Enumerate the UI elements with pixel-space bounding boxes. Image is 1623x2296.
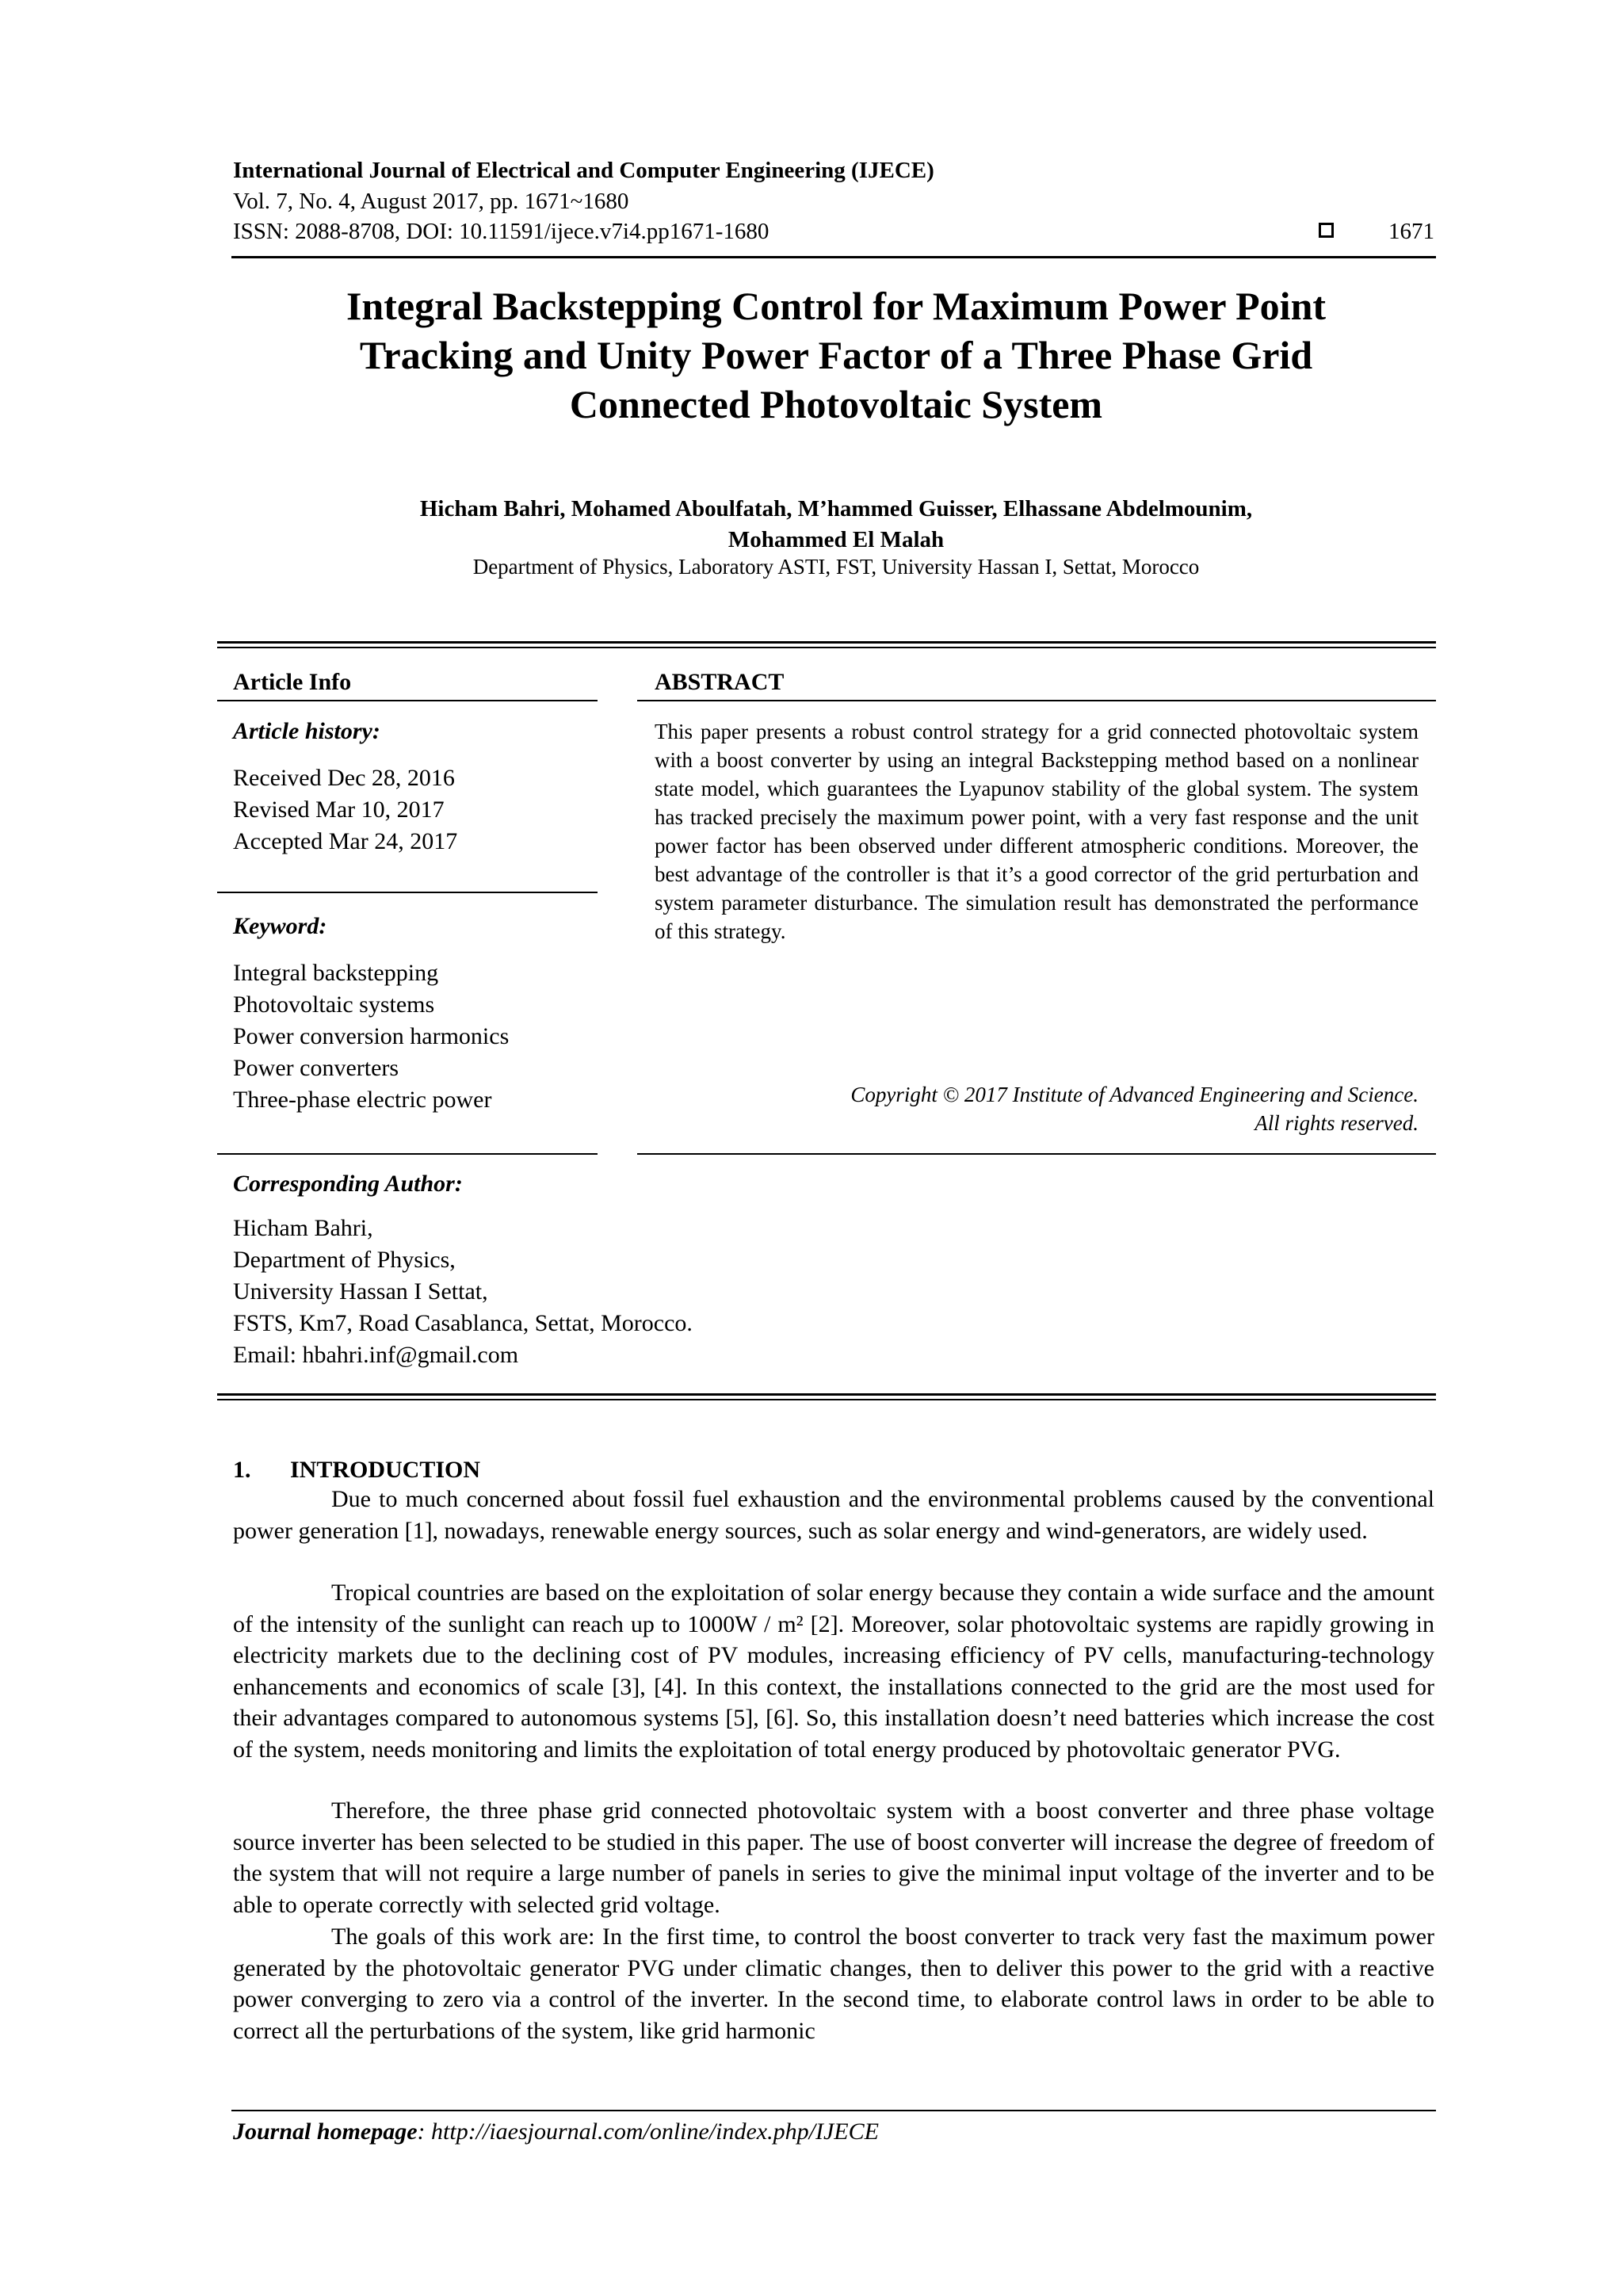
keyword-item: Power conversion harmonics [233,1023,510,1049]
copyright-line: Copyright © 2017 Institute of Advanced Engineering and Science. [850,1083,1419,1106]
abstract-bottom-rule [637,1153,1436,1155]
body-paragraph [233,1484,1434,1546]
section-number: 1. [233,1457,251,1483]
history-item: Accepted Mar 24, 2017 [233,828,458,854]
corresponding-email: Email: hbahri.inf@gmail.com [233,1342,519,1368]
abstract-heading: ABSTRACT [655,669,785,695]
corresponding-author [233,1213,693,1371]
body-paragraph [233,1921,1434,2046]
keyword-item: Three-phase electric power [233,1087,492,1113]
corresponding-line: Department of Physics, [233,1247,456,1273]
page-number: 1671 [1388,219,1434,244]
header-rule [231,256,1436,258]
paragraph-text: Tropical countries are based on the exploitation of solar energy because they contain a wide surface and the amount of the intensity of the sunlight can reach up to 1000W / m² [2]. Moreover, solar photovoltaic systems are rapidly growing in electricity markets due to the declining cost of PV modules, increasing efficiency of PV cells, manufacturing-technology enhancements and economics of scale [3], [4]. In this context, the installations connected to the grid are the most used for their advantages compared to autonomous systems [5], [6]. So, this installation doesn’t need batteries which increase the cost of the system, needs monitoring and limits the exploitation of total energy produced by photovoltaic generator PVG. [233,1580,1434,1763]
abstract-rule [637,700,1436,701]
title-line: Connected Photovoltaic System [569,382,1103,426]
article-info-rule [217,700,598,701]
abstract-text: This paper presents a robust control strategy for a grid connected photovoltaic system with a boost converter by using an integral Backstepping method based on a nonlinear state model, which guarantees the Lyapunov stability of the global system. The system has tracked precisely the maximum power point, with a very fast response and the unit power factor has been observed under different atmospheric conditions. Moreover, the best advantage of the controller is that it’s a good corrector of the grid perturbation and system parameter disturbance. The simulation result has demonstrated the performance of this strategy. [655,720,1419,943]
body-paragraph [233,1577,1434,1765]
footer-rule [231,2110,1436,2111]
journal-issn-doi: ISSN: 2088-8708, DOI: 10.11591/ijece.v7i4.pp1671-1680 [233,219,769,244]
keyword-item: Photovoltaic systems [233,991,435,1018]
article-info-bottom-rule [217,1153,598,1155]
box-top-rule [217,641,1436,644]
history-item: Received Dec 28, 2016 [233,765,455,791]
article-info-heading: Article Info [233,669,352,695]
corresponding-line: FSTS, Km7, Road Casablanca, Settat, Morocco. [233,1310,693,1336]
keyword-item: Power converters [233,1055,399,1081]
affiliation: Department of Physics, Laboratory ASTI, FST, University Hassan I, Settat, Morocco [472,555,1200,579]
body-paragraph [233,1795,1434,1920]
journal-volume: Vol. 7, No. 4, August 2017, pp. 1671~1680 [233,189,629,214]
copyright-line: All rights reserved. [1254,1111,1419,1135]
paragraph-text: The goals of this work are: In the first time, to control the boost converter to track very fast the maximum power generated by the photovoltaic generator PVG under climatic changes, then to deliver this power to the grid with a reactive power converging to zero via a control of the inverter. In the second time, to elaborate control laws in order to be able to correct all the perturbations of the system, like grid harmonic [233,1924,1434,2044]
copyright-notice [655,1080,1419,1137]
box-top-rule [217,647,1436,648]
section-heading [233,1456,480,1484]
box-bottom-rule [217,1393,1436,1396]
box-bottom-rule [217,1399,1436,1400]
paragraph-text: Therefore, the three phase grid connected photovoltaic system with a boost converter and three phase voltage source inverter has been selected to be studied in this paper. The use of boost converter will increase the degree of freedom of the system that will not require a large number of panels in series to give the minimal input voltage of the inverter and to be able to operate correctly with selected grid voltage. [233,1797,1434,1918]
square-bullet-icon [1319,223,1334,238]
authors-line: Mohammed El Malah [727,527,945,552]
keyword-heading: Keyword: [233,913,327,939]
keyword-list [233,957,509,1116]
article-info-divider [217,892,598,893]
journal-name: International Journal of Electrical and Computer Engineering (IJECE) [233,158,934,183]
keyword-item: Integral backstepping [233,960,439,986]
article-history [233,762,457,858]
homepage-label: Journal homepage [233,2118,418,2145]
corresponding-line: Hicham Bahri, [233,1215,373,1241]
journal-homepage [233,2118,879,2146]
authors-line: Hicham Bahri, Mohamed Aboulfatah, M’hammed Guisser, Elhassane Abdelmounim, [419,496,1253,521]
authors [262,494,1411,556]
title-line: Integral Backstepping Control for Maximum Power Point [346,284,1327,328]
paper-title [198,281,1474,429]
corresponding-line: University Hassan I Settat, [233,1278,488,1305]
title-line: Tracking and Unity Power Factor of a Three Phase Grid [359,333,1313,377]
history-item: Revised Mar 10, 2017 [233,797,445,823]
section-title: INTRODUCTION [290,1457,481,1483]
article-history-heading: Article history: [233,718,380,744]
homepage-url[interactable]: : http://iaesjournal.com/online/index.php/IJECE [417,2118,879,2145]
corresponding-author-heading: Corresponding Author: [233,1171,463,1197]
paragraph-text: Due to much concerned about fossil fuel exhaustion and the environmental problems caused by the conventional power generation [1], nowadays, renewable energy sources, such as solar energy and wind-generators, are widely used. [233,1486,1434,1544]
